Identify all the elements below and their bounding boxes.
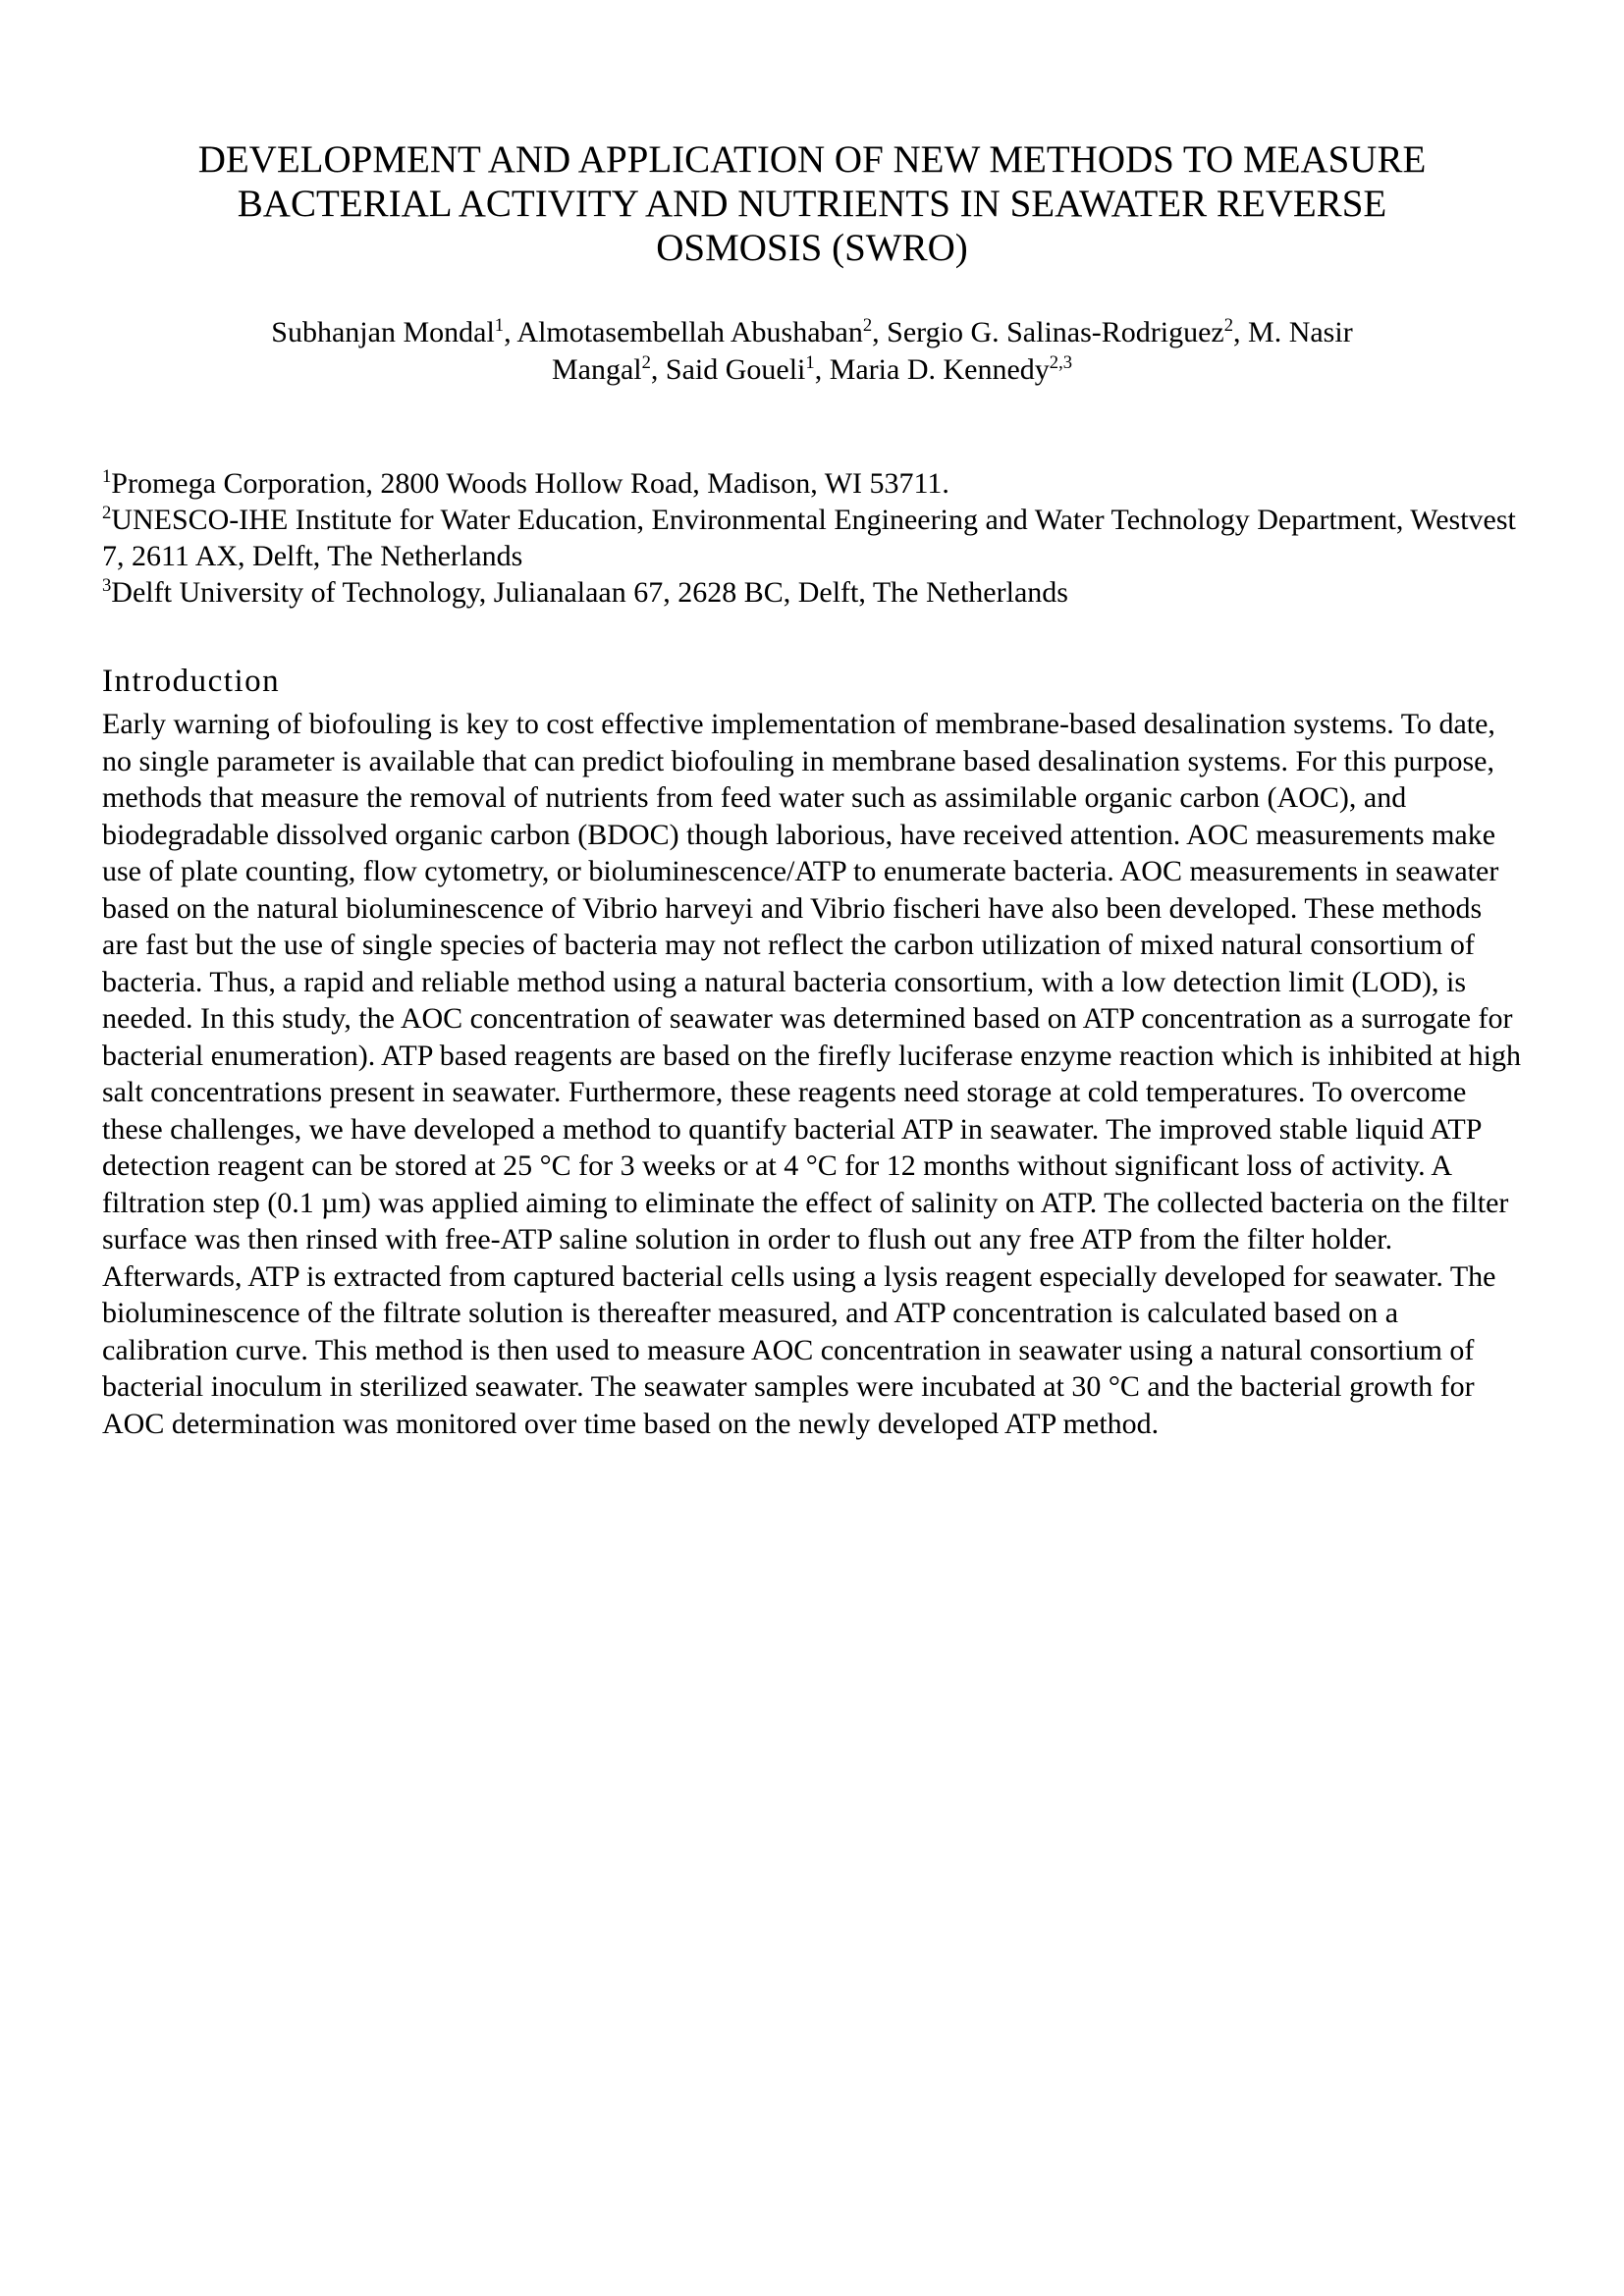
affiliation-superscript: 2 [641,352,651,373]
author-name: , Almotasembellah Abushaban [504,316,863,348]
author-line-1 [102,314,1522,351]
affiliation-marker: 3 [102,575,112,596]
affiliation-text: Promega Corporation, 2800 Woods Hollow Road, Madison, WI 53711. [111,467,949,500]
author-name: Subhanjan Mondal [271,316,495,348]
affiliation-superscript: 2 [862,315,873,336]
affiliation-entry-2 [102,502,1522,574]
paper-title [102,0,1522,270]
author-name: Mangal [551,353,642,386]
affiliation-superscript: 2,3 [1049,352,1073,373]
section-heading-introduction: Introduction [102,664,281,699]
author-list [102,314,1522,389]
author-name: , M. Nasir [1233,316,1353,348]
affiliation-superscript: 1 [494,315,505,336]
author-line-2 [102,351,1522,389]
affiliation-entry-3 [102,574,1522,611]
author-name: , Sergio G. Salinas-Rodriguez [872,316,1224,348]
author-name: , Said Goueli [650,353,806,386]
affiliation-text: UNESCO-IHE Institute for Water Education, Environmental Engineering and Water Technology Department, Westvest 7, 2611 AX, Delft, The Netherlands [102,504,1516,572]
affiliation-superscript: 1 [805,352,815,373]
affiliation-entry-1 [102,465,1522,502]
affiliation-marker: 2 [102,503,112,523]
introduction-paragraph: Early warning of biofouling is key to cost effective implementation of membrane-based desalination systems. To date, no single parameter is available that can predict biofouling in membrane based desalination systems. For this purpose, methods that measure the removal of nutrients from feed water such as assimilable organic carbon (AOC), and biodegradable dissolved organic carbon (BDOC) though laborious, have received attention. AOC measurements make use of plate counting, flow cytometry, or bioluminescence/ATP to enumerate bacteria. AOC measurements in seawater based on the natural bioluminescence of Vibrio harveyi and Vibrio fischeri have also been developed. These methods are fast but the use of single species of bacteria may not reflect the carbon utilization of mixed natural consortium of bacteria. Thus, a rapid and reliable method using a natural bacteria consortium, with a low detection limit (LOD), is needed. In this study, the AOC concentration of seawater was determined based on ATP concentration as a surrogate for bacterial enumeration). ATP based reagents are based on the firefly luciferase enzyme reaction which is inhibited at high salt concentrations present in seawater. Furthermore, these reagents need storage at cold temperatures. To overcome these challenges, we have developed a method to quantify bacterial ATP in seawater. The improved stable liquid ATP detection reagent can be stored at 25 °C for 3 weeks or at 4 °C for 12 months without significant loss of activity. A filtration step (0.1 µm) was applied aiming to eliminate the effect of salinity on ATP. The collected bacteria on the filter surface was then rinsed with free-ATP saline solution in order to flush out any free ATP from the filter holder. Afterwards, ATP is extracted from captured bacterial cells using a lysis reagent especially developed for seawater. The bioluminescence of the filtrate solution is thereafter measured, and ATP concentration is calculated based on a calibration curve. This method is then used to measure AOC concentration in seawater using a natural consortium of bacterial inoculum in sterilized seawater. The seawater samples were incubated at 30 °C and the bacterial growth for AOC determination was monitored over time based on the newly developed ATP method. [102,708,1521,1440]
author-name: , Maria D. Kennedy [814,353,1050,386]
affiliations-block [102,465,1522,611]
paper-title-line-2: BACTERIAL ACTIVITY AND NUTRIENTS IN SEAWATER REVERSE [237,183,1387,225]
affiliation-text: Delft University of Technology, Julianalaan 67, 2628 BC, Delft, The Netherlands [111,576,1068,609]
paper-title-line-1: DEVELOPMENT AND APPLICATION OF NEW METHODS TO MEASURE [197,138,1427,181]
paper-title-line-3: OSMOSIS (SWRO) [656,227,968,269]
affiliation-superscript: 2 [1223,315,1234,336]
affiliation-marker: 1 [102,466,112,487]
